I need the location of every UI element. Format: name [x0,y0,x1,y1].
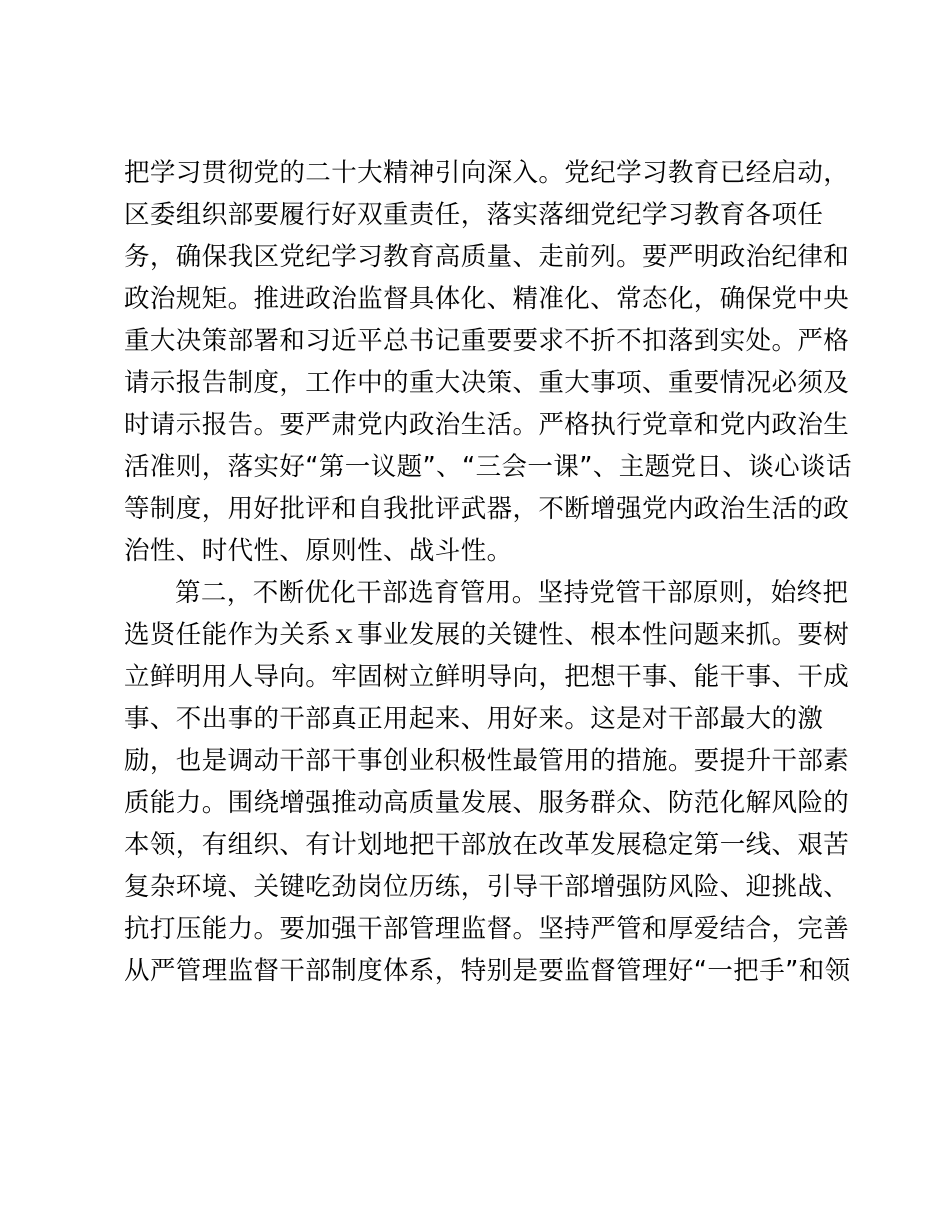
text-line: 选贤任能作为关系ｘ事业发展的关键性、根本性问题来抓。要树 [124,620,850,650]
text-line: 政治规矩。推进政治监督具体化、精准化、常态化，确保党中央 [124,284,850,314]
paragraph-start-line: 第二，不断优化干部选育管用。坚持党管干部原则，始终把 [175,578,849,608]
text-line: 立鲜明用人导向。牢固树立鲜明导向，把想干事、能干事、干成 [124,662,850,692]
text-line: 时请示报告。要严肃党内政治生活。严格执行党章和党内政治生 [124,410,850,440]
text-line: 抗打压能力。要加强干部管理监督。坚持严管和厚爱结合，完善 [124,914,850,944]
text-line: 事、不出事的干部真正用起来、用好来。这是对干部最大的激 [124,704,824,734]
text-line: 治性、时代性、原则性、战斗性。 [124,536,513,566]
text-line: 把学习贯彻党的二十大精神引向深入。党纪学习教育已经启动， [124,158,850,188]
text-line: 质能力。围绕增强推动高质量发展、服务群众、防范化解风险的 [124,788,850,818]
text-line: 重大决策部署和习近平总书记重要要求不折不扣落到实处。严格 [124,326,850,356]
text-line: 等制度，用好批评和自我批评武器，不断增强党内政治生活的政 [124,494,850,524]
text-line: 励，也是调动干部干事创业积极性最管用的措施。要提升干部素 [124,746,850,776]
text-line: 从严管理监督干部制度体系，特别是要监督管理好“一把手”和领 [124,956,851,986]
text-line: 复杂环境、关键吃劲岗位历练，引导干部增强防风险、迎挑战、 [124,872,850,902]
body-text [124,152,852,992]
text-line: 务，确保我区党纪学习教育高质量、走前列。要严明政治纪律和 [124,242,850,272]
text-line: 区委组织部要履行好双重责任，落实落细党纪学习教育各项任 [124,200,824,230]
text-line: 本领，有组织、有计划地把干部放在改革发展稳定第一线、艰苦 [124,830,850,860]
text-line: 请示报告制度，工作中的重大决策、重大事项、重要情况必须及 [124,368,850,398]
text-line: 活准则，落实好“第一议题”、“三会一课”、主题党日、谈心谈话 [124,452,852,482]
